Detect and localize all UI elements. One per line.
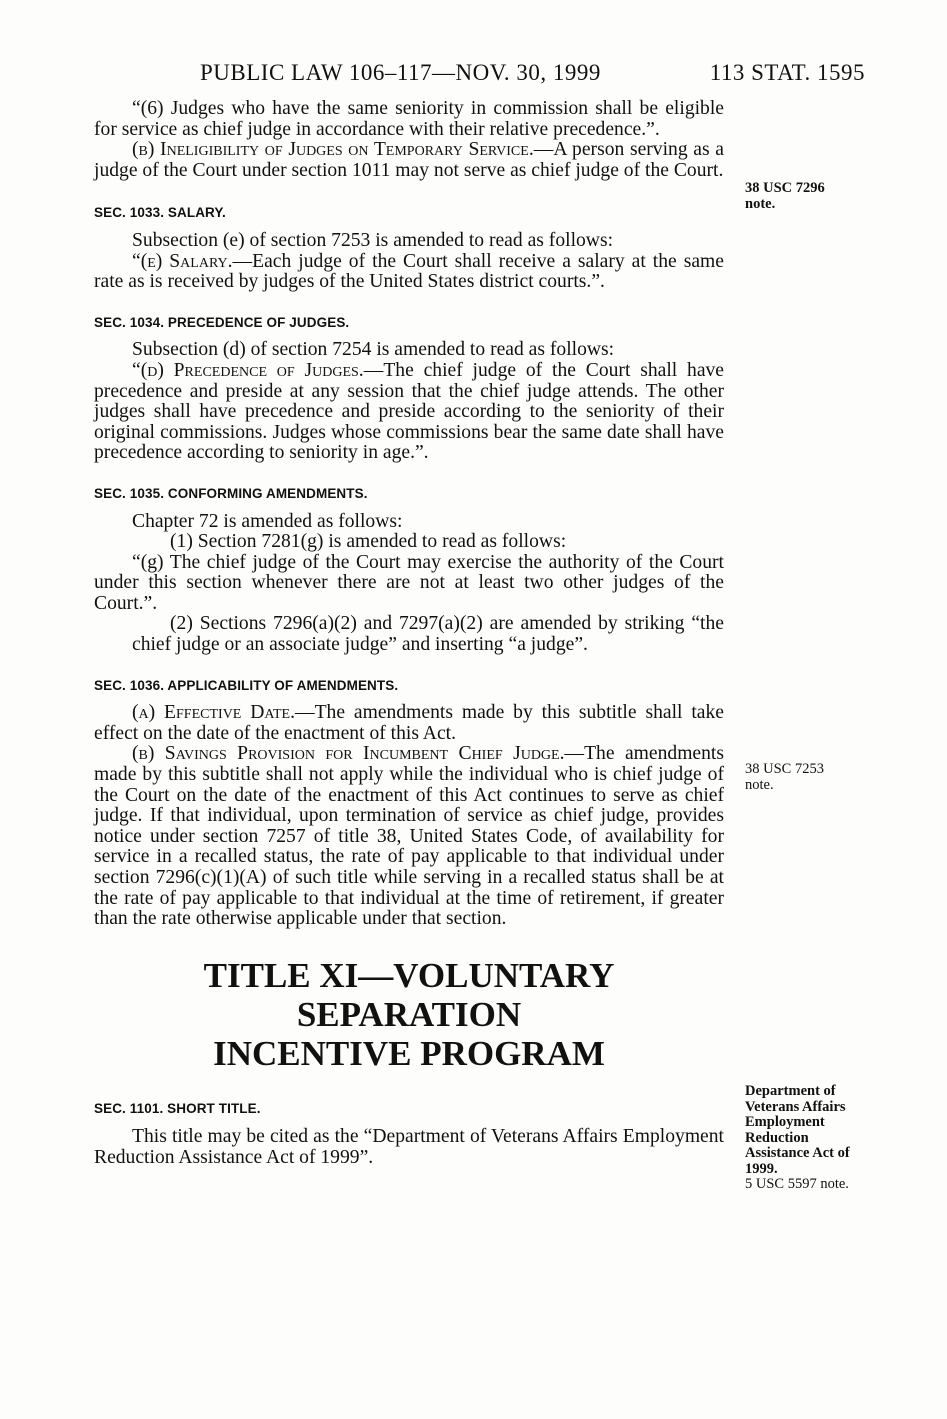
paragraph-b-ineligibility bbox=[94, 140, 724, 181]
section-1036-a bbox=[94, 703, 724, 744]
margin-note-line: 1999. bbox=[745, 1160, 778, 1177]
header-law-citation: PUBLIC LAW 106–117—NOV. 30, 1999 bbox=[200, 60, 601, 85]
title-line-2: INCENTIVE PROGRAM bbox=[213, 1033, 605, 1073]
margin-note-line: Employment bbox=[745, 1114, 825, 1130]
margin-note-7253 bbox=[745, 762, 880, 793]
section-1034-quote bbox=[94, 361, 724, 464]
margin-note-line: 38 USC 7296 bbox=[745, 180, 825, 196]
margin-note-line: note. bbox=[745, 776, 774, 793]
margin-note-line: Assistance Act of bbox=[745, 1145, 850, 1161]
section-1035-item-1: (1) Section 7281(g) is amended to read as follows: bbox=[170, 531, 567, 553]
margin-note-line: note. bbox=[745, 195, 776, 212]
main-text bbox=[94, 99, 724, 1169]
margin-note-7296 bbox=[745, 181, 880, 212]
section-1035-item-2: (2) Sections 7296(a)(2) and 7297(a)(2) are amended by striking “the chief judge or an associate judge” and inserting “a judge”. bbox=[132, 613, 724, 656]
margin-note-line: Reduction bbox=[745, 1129, 809, 1146]
quote-text: —The chief judge of the Court shall have precedence and preside at any session that the chief judge attends. The other judges shall have precedence and preside according to the seniority of their original commissions. Judges whose commissions bear the same date shall have precedence according to seniority in age.”. bbox=[94, 359, 725, 464]
section-1034-heading: SEC. 1034. PRECEDENCE OF JUDGES. bbox=[94, 314, 350, 330]
paragraph-6: “(6) Judges who have the same seniority in commission shall be eligible for service as chief judge in accordance with their relative precedence.”. bbox=[94, 98, 724, 140]
paragraph-heading: (b) Savings Provision for Incumbent Chief Judge. bbox=[132, 743, 565, 765]
section-1033-intro: Subsection (e) of section 7253 is amended to read as follows: bbox=[132, 229, 614, 251]
section-1101-text: This title may be cited as the “Department of Veterans Affairs Employment Reduction Assistance Act of 1999”. bbox=[94, 1126, 724, 1168]
title-heading bbox=[94, 956, 724, 1073]
paragraph-text: —The amendments made by this subtitle shall take effect on the date of the enactment of this Act. bbox=[94, 702, 724, 744]
header-statute-page: 113 STAT. 1595 bbox=[709, 60, 865, 85]
title-line-1: TITLE XI—VOLUNTARY SEPARATION bbox=[203, 955, 615, 1034]
section-1101-heading: SEC. 1101. SHORT TITLE. bbox=[94, 1100, 261, 1116]
margin-note-line: 5 USC 5597 note. bbox=[745, 1176, 849, 1192]
quote-text: —Each judge of the Court shall receive a salary at the same rate as is received by judges of the United States district courts.”. bbox=[94, 250, 724, 293]
paragraph-text: —The amendments made by this subtitle shall not apply while the individual who is chief judge of the Court on the date of the enactment of this Act continues to serve as chief judge. If that individual, upon termination of service as chief judge, provides notice under section 7257 of title 38, United States Code, of availability for service in a recalled status, the rate of pay applicable to that individual under section 7296(c)(1)(A) of such title while serving in a recalled status shall be at the rate of pay applicable to that individual at the time of retirement, if greater than the rate otherwise applicable under that section. bbox=[94, 743, 724, 930]
paragraph-text: —A person serving as a judge of the Court under section 1011 may not serve as chief judge of the Court. bbox=[94, 139, 724, 181]
quote-heading: “(e) Salary. bbox=[132, 250, 233, 272]
section-1036-b bbox=[94, 744, 724, 929]
section-1033-quote bbox=[94, 252, 724, 293]
quote-heading: “(d) Precedence of Judges. bbox=[132, 359, 364, 381]
margin-note-short-title bbox=[745, 1084, 880, 1193]
section-1035-heading: SEC. 1035. CONFORMING AMENDMENTS. bbox=[94, 485, 368, 501]
section-1033-heading: SEC. 1033. SALARY. bbox=[94, 205, 226, 221]
paragraph-heading: (a) Effective Date. bbox=[132, 702, 295, 724]
section-1034-intro: Subsection (d) of section 7254 is amended to read as follows: bbox=[132, 339, 615, 361]
paragraph-heading: (b) Ineligibility of Judges on Temporary Service. bbox=[132, 139, 534, 161]
margin-note-line: Department of bbox=[745, 1083, 836, 1099]
margin-note-line: Veterans Affairs bbox=[745, 1098, 846, 1115]
section-1036-heading: SEC. 1036. APPLICABILITY OF AMENDMENTS. bbox=[94, 677, 399, 693]
margin-note-line: 38 USC 7253 bbox=[745, 761, 824, 777]
section-1035-item-1-quote: “(g) The chief judge of the Court may exercise the authority of the Court under this section whenever there are not at least two other judges of the Court.”. bbox=[94, 551, 724, 614]
section-1035-intro: Chapter 72 is amended as follows: bbox=[132, 510, 403, 532]
